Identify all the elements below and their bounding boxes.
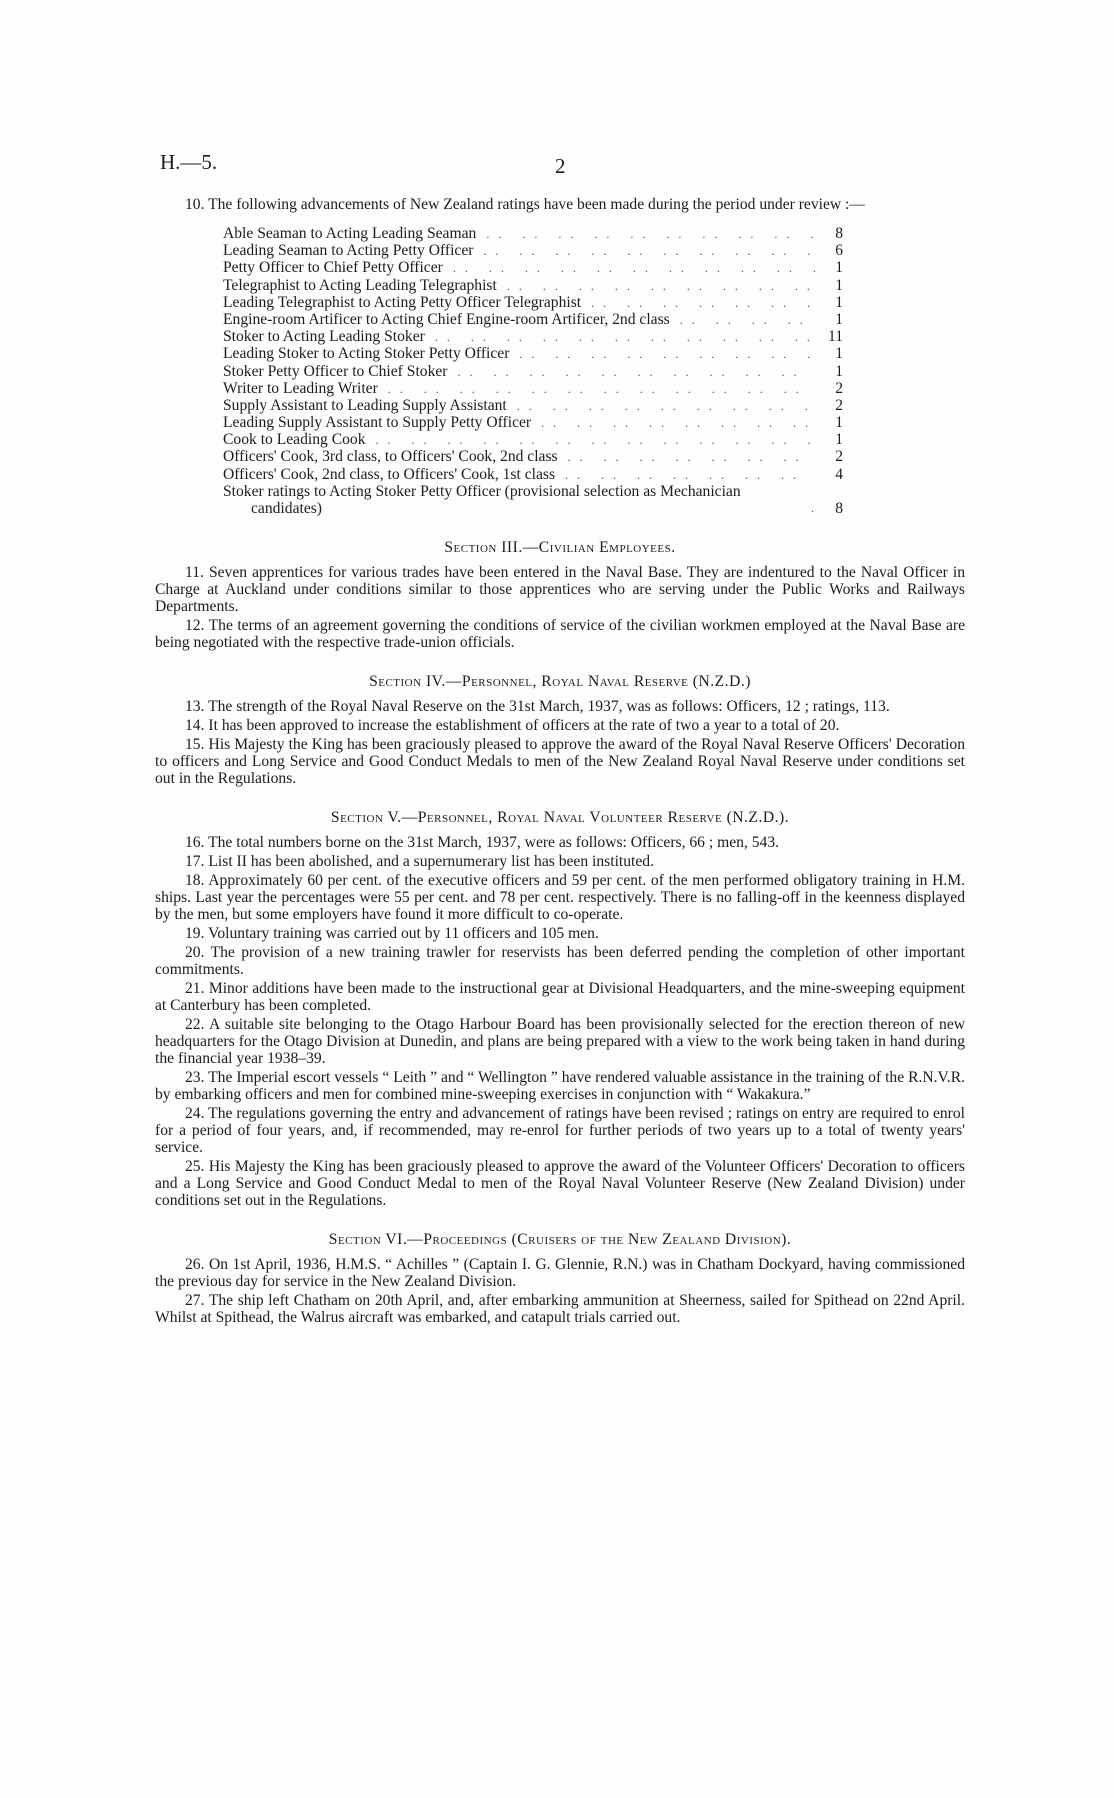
advancement-label: Officers' Cook, 2nd class, to Officers' Cook, 1st class <box>223 465 556 483</box>
list-item <box>223 448 843 465</box>
page-body <box>155 196 965 1328</box>
paragraph: 27. The ship left Chatham on 20th April, and, after embarking ammunition at Sheerness, sailed for Spithead on 22nd April. Whilst at Spithead, the Walrus aircraft was embarked, and catapult trials carried out. <box>155 1291 965 1326</box>
paragraph: 17. List II has been abolished, and a supernumerary list has been instituted. <box>185 852 654 870</box>
advancement-count: 8 <box>835 225 843 242</box>
advancement-label: Writer to Leading Writer <box>223 379 378 397</box>
list-item <box>223 277 843 294</box>
advancement-label: Officers' Cook, 3rd class, to Officers' Cook, 2nd class <box>223 448 558 466</box>
leader-dots <box>443 260 815 277</box>
advancement-count: 1 <box>835 259 843 277</box>
leader-dots <box>378 381 815 398</box>
list-item <box>223 345 843 362</box>
section-heading: Section III.—Civilian Employees. <box>444 538 676 556</box>
paragraph: 16. The total numbers borne on the 31st March, 1937, were as follows: Officers, 66 ; men, 543. <box>185 833 780 851</box>
advancement-label: Stoker ratings to Acting Stoker Petty Officer (provisional selection as Mechanician candidates) <box>223 482 741 517</box>
page-number: 2 <box>555 154 566 178</box>
paragraph: 23. The Imperial escort vessels “ Leith ” and “ Wellington ” have rendered valuable assistance in the training of the R.N.V.R. by embarking officers and men for combined mine-sweeping exercises in conjunction with “ Wakakura.” <box>155 1068 965 1103</box>
section-heading: Section V.—Personnel, Royal Naval Volunteer Reserve (N.Z.D.). <box>330 808 790 826</box>
advancement-count: 2 <box>835 448 843 466</box>
list-item <box>223 225 843 242</box>
advancement-count: 1 <box>835 431 843 449</box>
leader-dots <box>497 278 815 295</box>
leader-dots <box>581 295 815 312</box>
advancement-count: 2 <box>835 396 843 414</box>
advancement-count: 1 <box>835 276 843 294</box>
advancement-label: Leading Supply Assistant to Supply Petty Officer <box>223 414 532 432</box>
section-heading: Section VI.—Proceedings (Cruisers of the New Zealand Division). <box>328 1230 792 1248</box>
advancement-count: 6 <box>835 242 843 260</box>
advancement-label: Leading Telegraphist to Acting Petty Officer Telegraphist <box>223 293 582 311</box>
paragraph: 11. Seven apprentices for various trades have been entered in the Naval Base. They are indentured to the Naval Officer in Charge at Auckland under conditions similar to those apprentices who are serving under the Public Works and Railways Departments. <box>155 563 965 615</box>
advancement-label: Petty Officer to Chief Petty Officer <box>223 259 443 277</box>
advancement-label: Stoker Petty Officer to Chief Stoker <box>223 362 448 380</box>
list-item <box>223 242 843 259</box>
advancement-count: 1 <box>835 310 843 328</box>
list-item <box>223 294 843 311</box>
advancement-count: 1 <box>835 293 843 311</box>
list-item <box>223 414 843 431</box>
paragraph: 26. On 1st April, 1936, H.M.S. “ Achilles ” (Captain I. G. Glennie, R.N.) was in Chatham Dockyard, having commissioned the previous day for service in the New Zealand Division. <box>155 1255 965 1290</box>
paragraph: 22. A suitable site belonging to the Otago Harbour Board has been provisionally selected for the erection thereon of new headquarters for the Otago Division at Dunedin, and plans are being prepared with a view to the work being taken in hand during the financial year 1938–39. <box>155 1015 965 1067</box>
document-code: H.—5. <box>160 150 218 174</box>
leader-dots <box>670 312 815 329</box>
leader-dots <box>425 329 815 346</box>
advancement-label: Cook to Leading Cook <box>223 431 366 449</box>
advancement-label: Telegraphist to Acting Leading Telegraphist <box>223 276 497 294</box>
advancement-count: 1 <box>835 345 843 363</box>
leader-dots <box>507 398 815 415</box>
list-item <box>223 363 843 380</box>
paragraph: 14. It has been approved to increase the establishment of officers at the rate of two a year to a total of 20. <box>185 716 840 734</box>
advancement-count: 1 <box>835 414 843 432</box>
advancement-count: 1 <box>835 362 843 380</box>
section-heading: Section IV.—Personnel, Royal Naval Reserve (N.Z.D.) <box>369 672 751 690</box>
paragraph: 21. Minor additions have been made to the instructional gear at Divisional Headquarters, and the mine-sweeping equipment at Canterbury has been completed. <box>155 979 965 1014</box>
list-item <box>223 380 843 397</box>
advancement-label: Able Seaman to Acting Leading Seaman <box>223 225 477 242</box>
paragraph: 18. Approximately 60 per cent. of the executive officers and 59 per cent. of the men performed obligatory training in H.M. ships. Last year the percentages were 55 per cent. and 78 per cent. respectively. There is no falling-off in the keenness displayed by the men, but some employers have found it more difficult to co-operate. <box>155 871 965 923</box>
leader-dots <box>476 226 815 243</box>
advancement-label: Leading Stoker to Acting Stoker Petty Officer <box>223 345 510 363</box>
paragraph-10: 10. The following advancements of New Zealand ratings have been made during the period under review :— <box>185 196 865 213</box>
list-item <box>223 397 843 414</box>
page-header <box>160 150 960 180</box>
paragraph: 13. The strength of the Royal Naval Reserve on the 31st March, 1937, was as follows: Officers, 12 ; ratings, 113. <box>185 697 890 715</box>
paragraph: 25. His Majesty the King has been graciously pleased to approve the award of the Volunteer Officers' Decoration to officers and a Long Service and Good Conduct Medal to men of the Royal Naval Volunteer Reserve (New Zealand Division) under conditions set out in the Regulations. <box>155 1157 965 1209</box>
advancement-count: 2 <box>835 379 843 397</box>
leader-dots <box>558 449 815 466</box>
advancement-label: Stoker to Acting Leading Stoker <box>223 328 425 346</box>
paragraph: 24. The regulations governing the entry and advancement of ratings have been revised ; ratings on entry are required to enrol for a period of four years, and, if recommended, may re-enrol for further periods of two years up to a total of twenty years' service. <box>155 1104 965 1156</box>
leader-dots <box>509 346 815 363</box>
list-item <box>223 311 843 328</box>
paragraph: 15. His Majesty the King has been graciously pleased to approve the award of the Royal Naval Reserve Officers' Decoration to officers and Long Service and Good Conduct Medals to men of the New Zealand Royal Naval Reserve under conditions set out in the Regulations. <box>155 735 965 787</box>
advancement-count: 4 <box>835 465 843 483</box>
advancement-label: Supply Assistant to Leading Supply Assistant <box>223 396 507 414</box>
leader-dots <box>473 243 815 260</box>
leader-dots <box>531 415 815 432</box>
leader-dots <box>366 432 816 449</box>
advancement-label: Leading Seaman to Acting Petty Officer <box>223 242 474 260</box>
list-item <box>223 483 843 517</box>
paragraph: 20. The provision of a new training trawler for reservists has been deferred pending the completion of other important commitments. <box>155 943 965 978</box>
list-item <box>223 259 843 276</box>
paragraph: 19. Voluntary training was carried out by 11 officers and 105 men. <box>185 924 599 942</box>
list-item <box>223 466 843 483</box>
advancements-list <box>223 225 843 517</box>
advancement-count: 11 <box>827 328 843 346</box>
advancement-label: Engine-room Artificer to Acting Chief Engine-room Artificer, 2nd class <box>223 310 670 328</box>
paragraph: 12. The terms of an agreement governing the conditions of service of the civilian workmen employed at the Naval Base are being negotiated with the respective trade-union officials. <box>155 616 965 651</box>
leader-dots <box>555 467 815 484</box>
list-item <box>223 328 843 345</box>
leader-dots <box>447 364 815 381</box>
list-item <box>223 431 843 448</box>
advancement-count: 8 <box>835 499 843 517</box>
